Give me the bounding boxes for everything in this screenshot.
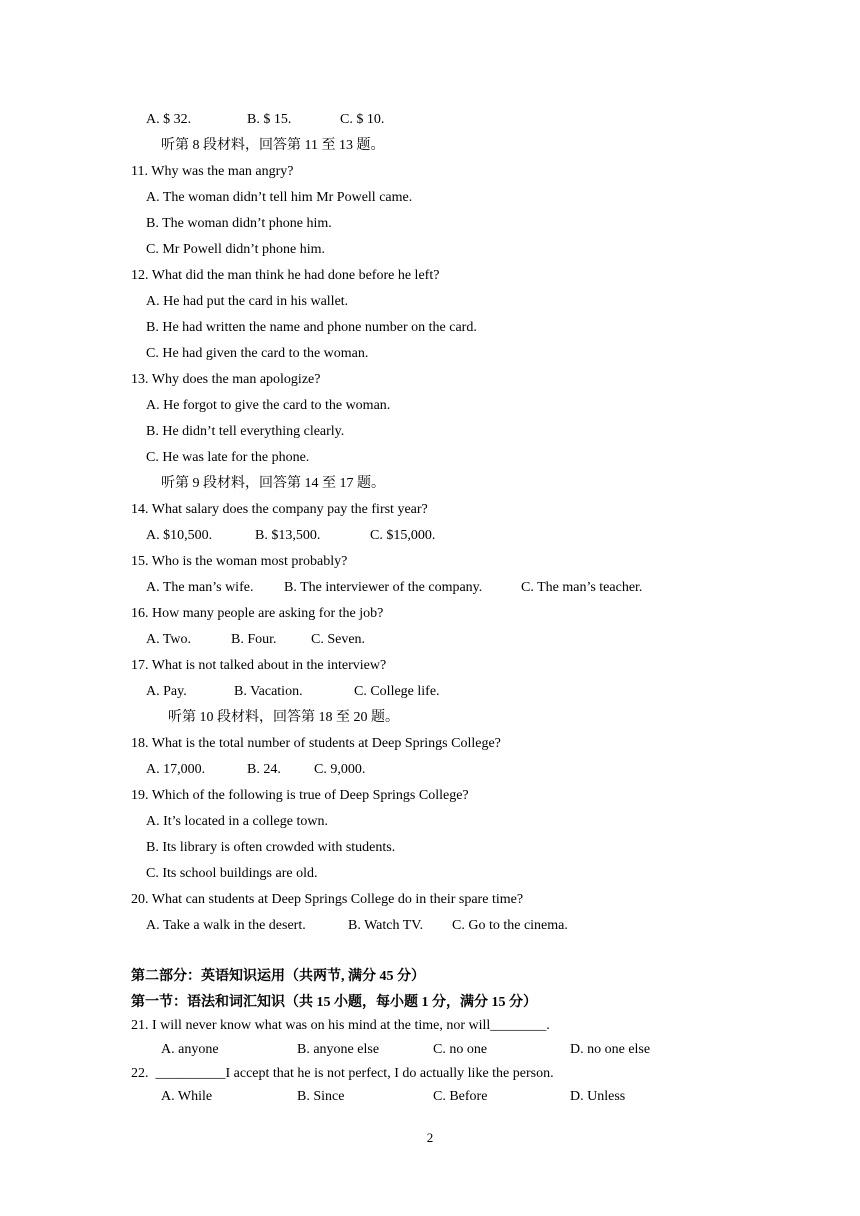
question-21: 21. I will never know what was on his mind at the time, nor will________. xyxy=(131,1018,550,1033)
question-18: 18. What is the total number of students at Deep Springs College? xyxy=(131,736,501,751)
option-c: C. Go to the cinema. xyxy=(452,918,568,933)
option-b: B. The interviewer of the company. xyxy=(284,580,483,595)
option-a: A. 17,000. xyxy=(146,762,206,777)
section-one-title: 第一节：语法和词汇知识（共 15 小题，每小题 1 分，满分 15 分） xyxy=(131,995,537,1010)
option-b: B. $ 15. xyxy=(247,112,292,127)
option-a: A. Take a walk in the desert. xyxy=(146,918,306,933)
option-a: A. Pay. xyxy=(146,684,187,699)
section-intro-10: 听第 10 段材料，回答第 18 至 20 题。 xyxy=(168,710,399,725)
option-b: B. $13,500. xyxy=(255,528,321,543)
question-19: 19. Which of the following is true of Deep Springs College? xyxy=(131,788,469,803)
option-a: A. $10,500. xyxy=(146,528,213,543)
question-15: 15. Who is the woman most probably? xyxy=(131,554,348,569)
q12-option-b: B. He had written the name and phone number on the card. xyxy=(146,320,477,335)
option-b: B. 24. xyxy=(247,762,281,777)
option-b: B. Vacation. xyxy=(234,684,303,699)
part-two-title: 第二部分：英语知识运用（共两节, 满分 45 分） xyxy=(131,969,425,984)
q13-option-c: C. He was late for the phone. xyxy=(146,450,310,465)
option-a: A. Two. xyxy=(146,632,192,647)
question-16: 16. How many people are asking for the job? xyxy=(131,606,384,621)
question-17: 17. What is not talked about in the interview? xyxy=(131,658,387,673)
option-b: B. anyone else xyxy=(297,1042,380,1057)
option-c: C. $ 10. xyxy=(340,112,385,127)
option-a: A. anyone xyxy=(161,1042,219,1057)
option-c: C. 9,000. xyxy=(314,762,366,777)
q13-option-a: A. He forgot to give the card to the woman. xyxy=(146,398,391,413)
option-d: D. Unless xyxy=(570,1089,626,1104)
option-c: C. College life. xyxy=(354,684,440,699)
q13-option-b: B. He didn’t tell everything clearly. xyxy=(146,424,345,439)
option-c: C. $15,000. xyxy=(370,528,436,543)
option-d: D. no one else xyxy=(570,1042,651,1057)
option-a: A. The man’s wife. xyxy=(146,580,254,595)
q19-option-a: A. It’s located in a college town. xyxy=(146,814,328,829)
question-14: 14. What salary does the company pay the first year? xyxy=(131,502,428,517)
question-20: 20. What can students at Deep Springs College do in their spare time? xyxy=(131,892,524,907)
section-intro-8: 听第 8 段材料，回答第 11 至 13 题。 xyxy=(161,138,385,153)
option-b: B. Since xyxy=(297,1089,345,1104)
q19-option-c: C. Its school buildings are old. xyxy=(146,866,318,881)
option-c: C. Before xyxy=(433,1089,488,1104)
section-intro-9: 听第 9 段材料，回答第 14 至 17 题。 xyxy=(161,476,385,491)
question-13: 13. Why does the man apologize? xyxy=(131,372,321,387)
q11-option-b: B. The woman didn’t phone him. xyxy=(146,216,332,231)
q19-option-b: B. Its library is often crowded with students. xyxy=(146,840,396,855)
q12-option-c: C. He had given the card to the woman. xyxy=(146,346,369,361)
option-a: A. $ 32. xyxy=(146,112,192,127)
question-12: 12. What did the man think he had done before he left? xyxy=(131,268,440,283)
option-a: A. While xyxy=(161,1089,213,1104)
q11-option-c: C. Mr Powell didn’t phone him. xyxy=(146,242,326,257)
question-22: 22. __________I accept that he is not perfect, I do actually like the person. xyxy=(131,1066,554,1081)
option-b: B. Four. xyxy=(231,632,277,647)
option-c: C. The man’s teacher. xyxy=(521,580,643,595)
question-11: 11. Why was the man angry? xyxy=(131,164,294,179)
q12-option-a: A. He had put the card in his wallet. xyxy=(146,294,349,309)
option-b: B. Watch TV. xyxy=(348,918,424,933)
option-c: C. Seven. xyxy=(311,632,366,647)
q11-option-a: A. The woman didn’t tell him Mr Powell came. xyxy=(146,190,413,205)
option-c: C. no one xyxy=(433,1042,488,1057)
page-number: 2 xyxy=(426,1130,434,1145)
